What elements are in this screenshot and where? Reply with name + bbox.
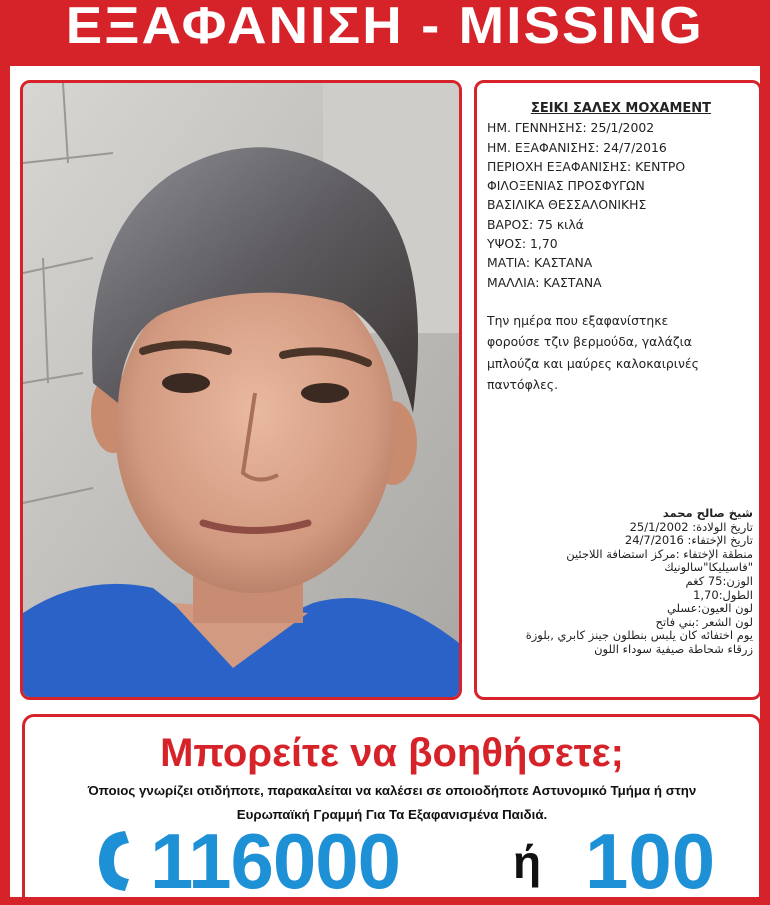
clothing-arabic: زرقاء شحاطة صيفية سوداء اللون (594, 641, 753, 656)
clothing-line: Την ημέρα που εξαφανίστηκε (487, 312, 669, 328)
hair-color: ΜΑΛΛΙΑ: ΚΑΣΤΑΝΑ (487, 274, 602, 290)
clothing-description (487, 310, 755, 396)
disappearance-date: ΗΜ. ΕΞΑΦΑΝΙΣΗΣ: 24/7/2016 (487, 139, 667, 155)
phone-icon (95, 829, 135, 898)
disappearance-area-cont: ΦΙΛΟΞΕΝΙΑΣ ΠΡΟΣΦΥΓΩΝ (487, 178, 645, 194)
or-separator: ή (513, 836, 542, 888)
disappearance-area-arabic-cont: "فاسيليكا"سالونيك (664, 560, 753, 575)
info-panel (474, 80, 762, 700)
birth-date: ΗΜ. ΓΕΝΝΗΣΗΣ: 25/1/2002 (487, 120, 655, 136)
disappearance-area-cont: ΒΑΣΙΛΙΚΑ ΘΕΣΣΑΛΟΝΙΚΗΣ (487, 197, 647, 213)
disappearance-area-arabic: منطقة الإختفاء :مركز استضافة اللاجئين (566, 546, 753, 561)
help-title: Μπορείτε να βοηθήσετε; (160, 731, 624, 775)
help-line: Ευρωπαϊκή Γραμμή Για Τα Εξαφανισμένα Παιδιά. (236, 807, 548, 822)
person-name-greek: ΣΕΙΚΙ ΣΑΛΕΧ ΜΟΧΑΜΕΝΤ (530, 101, 712, 116)
eye-color-arabic: لون العيون:عسلي (666, 601, 753, 616)
height-arabic: الطول:1,70 (693, 587, 753, 602)
birth-date-arabic: تاريخ الولادة: 25/1/2002 (629, 519, 753, 534)
help-line: Όποιος γνωρίζει οτιδήποτε, παρακαλείται να καλέσει σε οποιοδήποτε Αστυνομικό Τμήμα ή στην (87, 783, 697, 798)
clothing-line: παντόφλες. (487, 377, 559, 393)
hotline-number[interactable]: 116000 (150, 817, 400, 905)
police-number[interactable]: 100 (585, 817, 716, 905)
clothing-line: μπλούζα και μαύρες καλοκαιρινές (487, 355, 699, 371)
arabic-details (485, 507, 753, 657)
weight: ΒΑΡΟΣ: 75 κιλά (487, 216, 584, 232)
phone-numbers (25, 817, 759, 905)
missing-person-photo (20, 80, 462, 700)
disappearance-area: ΠΕΡΙΟΧΗ ΕΞΑΦΑΝΙΣΗΣ: ΚΕΝΤΡΟ (487, 158, 686, 174)
help-section (22, 714, 762, 905)
poster-title: ΕΞΑΦΑΝΙΣΗ - MISSING (0, 0, 770, 60)
clothing-line: φορούσε τζιν βερμούδα, γαλάζια (487, 334, 692, 350)
clothing-arabic: يوم اختفائه كان يلبس بنطلون جينز كابري ,بلوزة (525, 628, 753, 643)
person-name-arabic: شيخ صالح محمد (662, 506, 753, 520)
eye-color: ΜΑΤΙΑ: ΚΑΣΤΑΝΑ (487, 255, 593, 271)
height: ΥΨΟΣ: 1,70 (487, 236, 558, 252)
weight-arabic: الوزن:75 كغم (685, 573, 753, 588)
disappearance-date-arabic: تاريخ الإختفاء: 24/7/2016 (624, 533, 753, 548)
hair-color-arabic: لون الشعر :بني فاتح (655, 614, 753, 629)
greek-details (487, 99, 755, 396)
